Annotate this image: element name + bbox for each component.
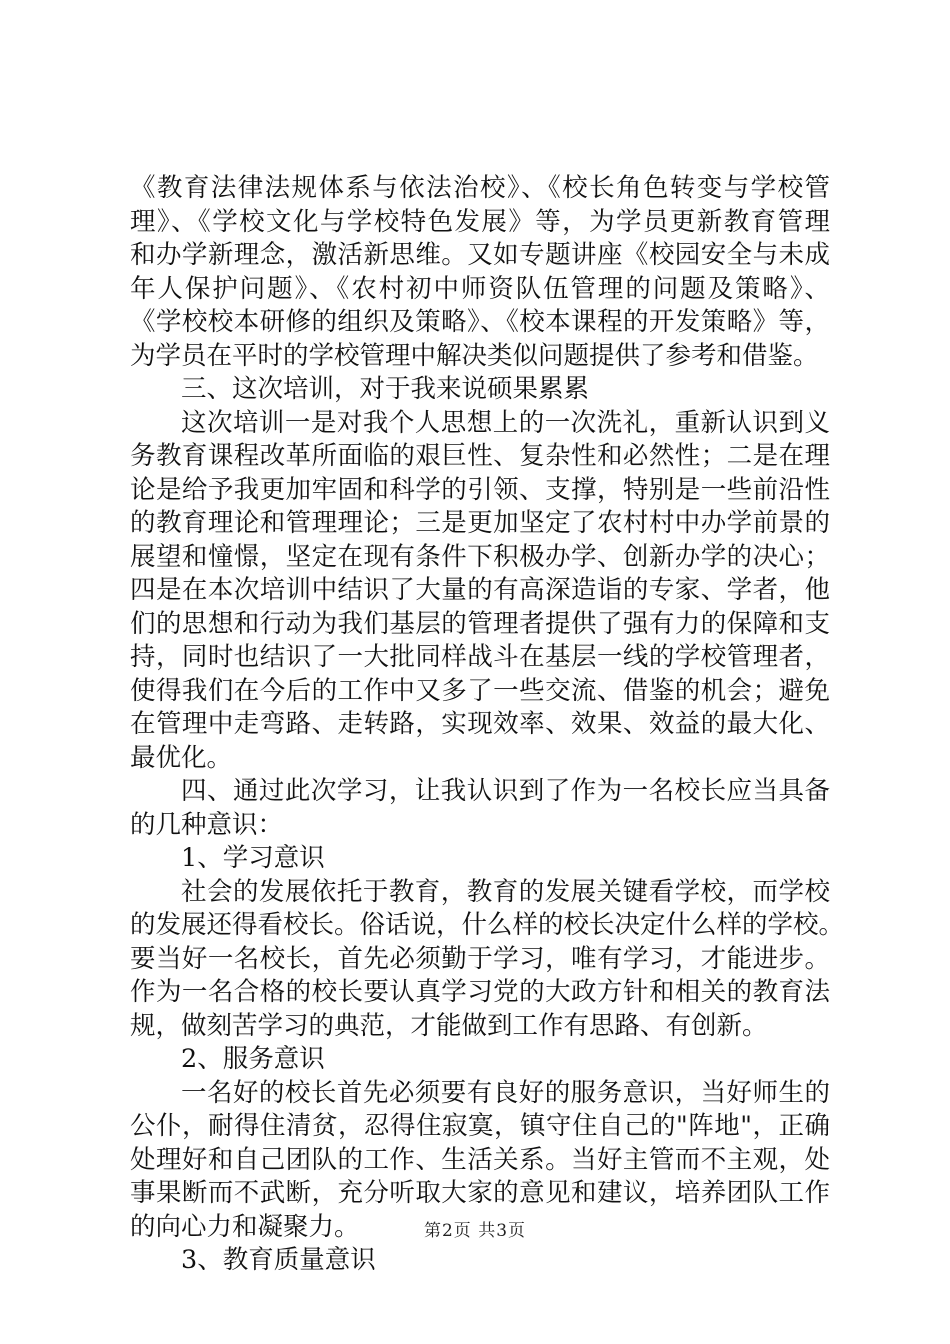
section-heading: 3、教育质量意识 <box>181 1245 376 1275</box>
text-line: 使得我们在今后的工作中又多了一些交流、借鉴的机会；避免 <box>130 675 830 706</box>
text-line: 作为一名合格的校长要认真学习党的大政方针和相关的教育法 <box>130 977 830 1007</box>
section-heading: 1、学习意识 <box>181 843 325 873</box>
text-line: 处理好和自己团队的工作、生活关系。当好主管而不主观，处 <box>130 1144 830 1175</box>
text-line: 理》、《学校文化与学校特色发展》等，为学员更新教育管理 <box>130 206 830 237</box>
section-heading: 2、服务意识 <box>181 1044 325 1074</box>
text-line: 四、通过此次学习，让我认识到了作为一名校长应当具备 <box>181 776 830 806</box>
section-heading: 三、这次培训，对于我来说硕果累累 <box>181 374 590 404</box>
document-body <box>130 172 845 1278</box>
text-line: 们的思想和行动为我们基层的管理者提供了强有力的保障和支 <box>130 608 830 639</box>
page-footer: 第2页 共3页 <box>423 1221 527 1241</box>
text-line: 的发展还得看校长。俗话说，什么样的校长决定什么样的学校。 <box>130 910 845 940</box>
text-line: 和办学新理念，激活新思维。又如专题讲座《校园安全与未成 <box>130 240 830 270</box>
text-line: 的教育理论和管理理论；三是更加坚定了农村村中办学前景的 <box>130 508 830 538</box>
text-line: 论是给予我更加牢固和科学的引领、支撑，特别是一些前沿性 <box>130 474 830 505</box>
text-line: 最优化。 <box>130 742 233 773</box>
text-line: 为学员在平时的学校管理中解决类似问题提供了参考和借鉴。 <box>130 340 819 371</box>
text-line: 这次培训一是对我个人思想上的一次洗礼，重新认识到义 <box>181 407 830 438</box>
text-line: 四是在本次培训中结识了大量的有高深造诣的专家、学者，他 <box>130 575 830 605</box>
text-line: 规，做刻苦学习的典范，才能做到工作有思路、有创新。 <box>130 1010 768 1041</box>
text-line: 务教育课程改革所面临的艰巨性、复杂性和必然性；二是在理 <box>130 441 830 471</box>
text-line: 在管理中走弯路、走转路，实现效率、效果、效益的最大化、 <box>130 709 830 739</box>
text-line: 事果断而不武断，充分听取大家的意见和建议，培养团队工作 <box>130 1178 830 1208</box>
text-line: 《学校校本研修的组织及策略》、《校本课程的开发策略》等， <box>130 307 830 337</box>
text-line: 公仆，耐得住清贫，忍得住寂寞，镇守住自己的"阵地"，正确 <box>130 1111 830 1141</box>
text-line: 展望和憧憬，坚定在现有条件下积极办学、创新办学的决心； <box>130 541 830 572</box>
text-line: 年人保护问题》、《农村初中师资队伍管理的问题及策略》、 <box>130 273 830 304</box>
text-line: 《教育法律法规体系与依法治校》、《校长角色转变与学校管 <box>130 173 830 203</box>
text-line: 一名好的校长首先必须要有良好的服务意识，当好师生的 <box>181 1077 830 1108</box>
text-line: 持，同时也结识了一大批同样战斗在基层一线的学校管理者， <box>130 642 830 672</box>
text-line: 的向心力和凝聚力。 <box>130 1211 360 1242</box>
text-line: 的几种意识： <box>130 809 284 840</box>
text-line: 要当好一名校长，首先必须勤于学习，唯有学习，才能进步。 <box>130 943 830 974</box>
text-line: 社会的发展依托于教育，教育的发展关键看学校，而学校 <box>181 876 830 907</box>
